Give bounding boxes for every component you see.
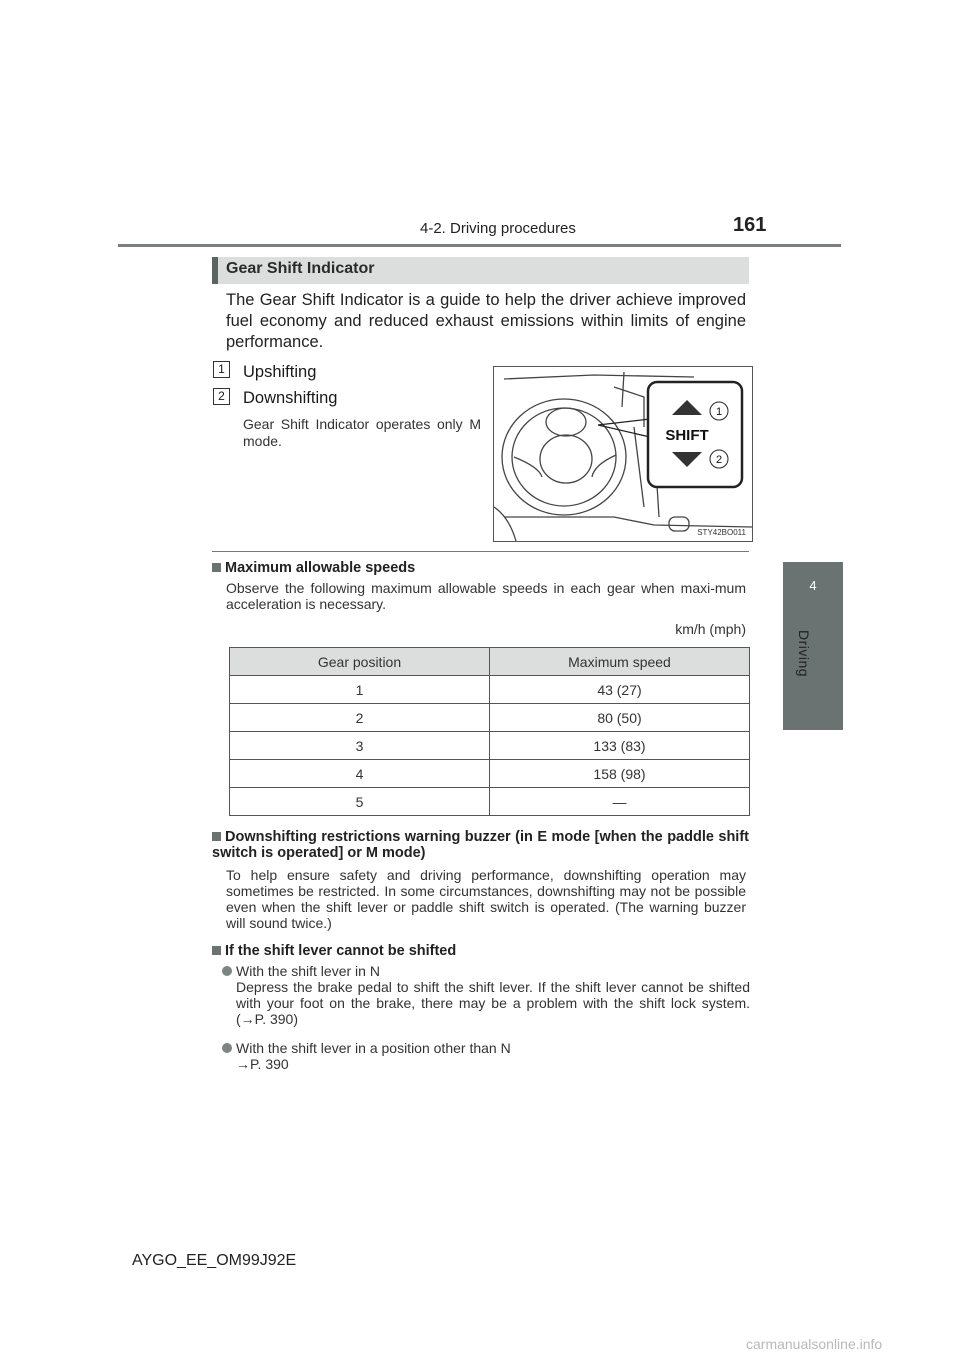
round-bullet-icon (222, 1043, 232, 1053)
chapter-number: 4 (809, 578, 817, 593)
gear-cell: 3 (230, 732, 490, 760)
shift-indicator-illustration (493, 366, 753, 542)
downshift-body: To help ensure safety and driving performance, downshifting operation may sometimes be restricted. In some circumstances, downshifting may not be possible even when the shift lever or paddle shift switch is operated. (The warning buzzer will sound twice.) (226, 867, 746, 931)
shift-label: SHIFT (665, 427, 709, 444)
illustration-code: STY42BO011 (697, 528, 746, 537)
header-rule (118, 244, 841, 247)
speed-cell: 43 (27) (490, 676, 750, 704)
table-header-row (230, 648, 750, 676)
gear-cell: 2 (230, 704, 490, 732)
gear-cell: 1 (230, 676, 490, 704)
square-bullet-icon (212, 563, 221, 572)
bullet-item-body: →P. 390 (236, 1056, 289, 1072)
downshifting-label: Downshifting (243, 389, 338, 407)
section-title: Gear Shift Indicator (226, 260, 375, 277)
callout-panel (598, 382, 742, 487)
square-bullet-icon (212, 832, 221, 841)
document-code: AYGO_EE_OM99J92E (132, 1252, 297, 1269)
downshift-heading: Downshifting restrictions warning buzzer (in E mode [when the paddle shift switch is operated] or M mode) (212, 829, 749, 861)
square-bullet-icon (212, 946, 221, 955)
gear-cell: 5 (230, 788, 490, 816)
bullet-item-title: With the shift lever in a position other than N (222, 1040, 511, 1056)
max-speed-table (229, 647, 750, 816)
section-heading-accent (212, 257, 218, 284)
item-number-2: 2 (213, 388, 230, 405)
page-number: 161 (733, 214, 767, 236)
chapter-tab-bar (783, 622, 843, 730)
table-row (230, 760, 750, 788)
max-speeds-body: Observe the following maximum allowable speeds in each gear when maxi-mum acceleration is necessary. (226, 580, 746, 612)
column-header-gear: Gear position (230, 648, 490, 676)
dashboard-drawing (494, 367, 752, 541)
table-row (230, 704, 750, 732)
speed-cell: 158 (98) (490, 760, 750, 788)
intro-paragraph: The Gear Shift Indicator is a guide to help the driver achieve improved fuel economy and reduced exhaust emissions within limits of engine performance. (226, 291, 746, 351)
table-row (230, 732, 750, 760)
item-number-1: 1 (213, 361, 230, 378)
bullet-item-body: Depress the brake pedal to shift the shift lever. If the shift lever cannot be shifted with your foot on the brake, there may be a problem with the shift lock system. (→P. 390) (236, 979, 750, 1027)
speed-cell: 133 (83) (490, 732, 750, 760)
table-row (230, 676, 750, 704)
max-speeds-heading: Maximum allowable speeds (212, 560, 415, 576)
table-row (230, 788, 750, 816)
chapter-label: Driving (796, 630, 812, 678)
gear-cell: 4 (230, 760, 490, 788)
section-divider (212, 551, 749, 552)
callout-1: 1 (715, 406, 723, 418)
indicator-note: Gear Shift Indicator operates only M mode. (243, 416, 481, 449)
callout-2: 2 (715, 454, 723, 466)
speed-unit: km/h (mph) (675, 621, 746, 637)
round-bullet-icon (222, 966, 232, 976)
watermark: carmanualsonline.info (746, 1336, 883, 1352)
speed-cell: — (490, 788, 750, 816)
upshifting-label: Upshifting (243, 363, 317, 381)
shift-lever-heading: If the shift lever cannot be shifted (212, 943, 456, 959)
bullet-item-title: With the shift lever in N (222, 963, 380, 979)
column-header-speed: Maximum speed (490, 648, 750, 676)
speed-cell: 80 (50) (490, 704, 750, 732)
section-reference: 4-2. Driving procedures (420, 220, 576, 237)
